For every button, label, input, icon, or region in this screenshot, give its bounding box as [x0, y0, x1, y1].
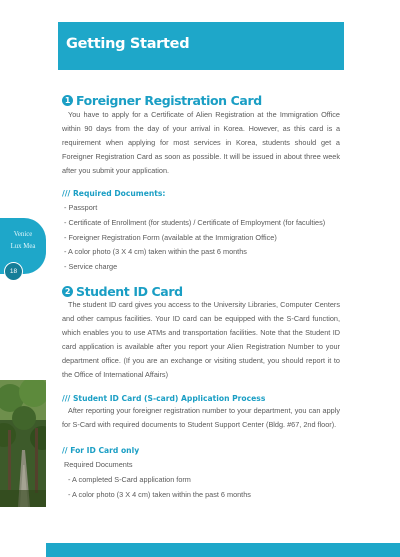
list-item: - A completed S-Card application form — [68, 474, 191, 484]
list-label: Required Documents — [64, 460, 133, 469]
application-process-paragraph: After reporting your foreigner registration number to your department, you can apply for S-Card with required documents to Student Support Center (Bldg. #67, 2nd floor). — [62, 406, 340, 429]
required-documents-heading: /// Required Documents: — [62, 189, 166, 198]
number-two-icon: 2 — [62, 286, 73, 297]
section-title-foreigner-registration — [62, 93, 262, 108]
number-one-icon: 1 — [62, 95, 73, 106]
list-item: - Certificate of Enrollment (for students) / Certificate of Employment (for faculties) — [64, 217, 326, 227]
list-item: - A color photo (3 X 4 cm) taken within the past 6 months — [64, 247, 247, 257]
list-item: - A color photo (3 X 4 cm) taken within the past 6 months — [68, 489, 251, 499]
tree-path-image — [0, 380, 46, 507]
id-card-only-list — [64, 458, 251, 502]
page-title: Getting Started — [66, 36, 190, 52]
section-title-student-id — [62, 284, 183, 299]
header-bar — [58, 22, 344, 70]
side-tab-line1: Venice — [13, 231, 33, 238]
page-number: 18 — [4, 262, 23, 281]
campus-path-photo — [0, 380, 46, 507]
student-id-paragraph: The student ID card gives you access to the University Libraries, Computer Centers and other campus facilities. Your ID card can be equipped with the S-Card function, which enables you to use ATMs and transportation facilities. Note that the Student ID card application is available after you report your Alien Registration Number to your department office. (If you are an exchange or visiting student, you should report it to the Office of International Affairs) — [62, 300, 340, 379]
required-documents-list — [64, 201, 325, 275]
section-title-text: Foreigner Registration Card — [76, 93, 262, 108]
footer-bar — [46, 543, 400, 557]
list-item: - Service charge — [64, 262, 118, 272]
side-tab-line2: Lux Mea — [10, 243, 36, 250]
id-card-only-heading: // For ID Card only — [62, 446, 140, 455]
section-title-text: Student ID Card — [76, 284, 183, 299]
foreigner-registration-paragraph: You have to apply for a Certificate of Alien Registration at the Immigration Office within 90 days from the day of your arrival in Korea. However, as this card is a requirement when applying for most services in Korea, students should get a Foreigner Registration Card as soon as possible. It will be issued in about three week after you submit your application. — [62, 110, 340, 175]
list-item: - Passport — [64, 203, 98, 212]
application-process-heading: /// Student ID Card (S-card) Application Process — [62, 394, 266, 403]
list-item: - Foreigner Registration Form (available at the Immigration Office) — [64, 232, 277, 242]
